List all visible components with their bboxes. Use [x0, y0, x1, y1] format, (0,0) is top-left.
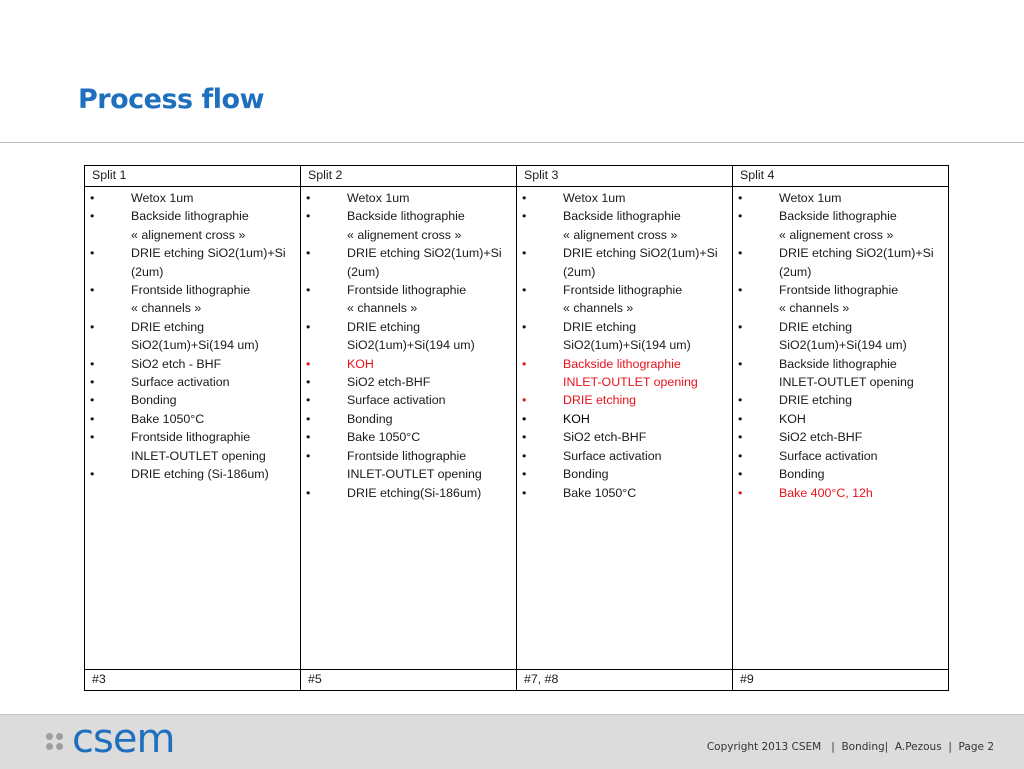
- process-step: [517, 465, 732, 483]
- bullet-icon: •: [738, 356, 743, 371]
- process-step-text: Wetox 1um: [779, 191, 842, 205]
- bullet-icon: •: [306, 319, 311, 334]
- table-footer-row: [85, 670, 949, 691]
- process-step-text: Bonding: [131, 393, 177, 408]
- bullet-icon: •: [522, 448, 527, 463]
- bullet-icon: •: [522, 356, 527, 371]
- bullet-icon: •: [306, 356, 311, 371]
- bullet-icon: •: [306, 209, 311, 224]
- process-step-text: Frontside lithographie INLET-OUTLET opening: [347, 448, 482, 482]
- process-step: [301, 373, 516, 391]
- process-step-text: Frontside lithographie « channels »: [779, 283, 899, 316]
- title-divider: [0, 142, 1024, 143]
- process-step-text: DRIE etching SiO2(1um)+Si(194 um): [347, 319, 475, 353]
- bullet-icon: •: [738, 319, 743, 334]
- bullet-icon: •: [90, 411, 95, 426]
- bullet-icon: •: [738, 411, 743, 426]
- process-step: [301, 189, 516, 207]
- process-step: [517, 410, 732, 428]
- process-step: [85, 391, 300, 409]
- process-step: [85, 373, 300, 391]
- process-step: [733, 447, 948, 465]
- bullet-icon: •: [90, 393, 95, 408]
- bullet-icon: •: [90, 283, 95, 298]
- process-step: [301, 447, 516, 484]
- header-cell-split-1: Split 1: [85, 166, 301, 187]
- process-step-text: DRIE etching(Si-186um): [347, 485, 482, 500]
- process-step-text: Frontside lithographie INLET-OUTLET opening: [131, 430, 266, 463]
- process-step-text: Bake 1050°C: [131, 411, 205, 426]
- bullet-icon: •: [90, 191, 95, 205]
- bullet-icon: •: [306, 485, 311, 500]
- process-step: [733, 207, 948, 244]
- process-step: [85, 244, 300, 281]
- process-step-text: Backside lithographie INLET-OUTLET opening: [779, 356, 914, 390]
- table-header-row: [85, 166, 949, 187]
- process-step: [85, 318, 300, 355]
- page-title: Process flow: [78, 84, 265, 115]
- process-step-text: DRIE etching SiO2(1um)+Si (2um): [131, 246, 286, 279]
- dots-grid-icon: [46, 733, 64, 751]
- bullet-icon: •: [522, 411, 527, 426]
- process-step: [733, 318, 948, 355]
- process-step-text: KOH: [347, 356, 374, 371]
- process-step-text: DRIE etching SiO2(1um)+Si (2um): [347, 246, 502, 279]
- header-cell-split-4: Split 4: [733, 166, 949, 187]
- bullet-icon: •: [90, 319, 95, 334]
- bullet-icon: •: [306, 448, 311, 463]
- bullet-icon: •: [522, 209, 527, 224]
- process-step: [517, 281, 732, 318]
- bullet-icon: •: [738, 191, 743, 205]
- process-step-text: DRIE etching SiO2(1um)+Si(194 um): [563, 319, 691, 353]
- process-step-text: Frontside lithographie « channels »: [563, 283, 683, 316]
- process-step-text: DRIE etching SiO2(1um)+Si (2um): [563, 246, 718, 279]
- process-step-text: DRIE etching (Si-186um): [131, 467, 269, 482]
- process-step: [301, 428, 516, 446]
- process-step-text: DRIE etching SiO2(1um)+Si(194 um): [131, 319, 259, 353]
- bullet-icon: •: [306, 411, 311, 426]
- process-step: [85, 428, 300, 465]
- process-step: [733, 189, 948, 207]
- process-step-text: SiO2 etch - BHF: [131, 356, 222, 371]
- bullet-icon: •: [90, 356, 95, 371]
- process-step-text: SiO2 etch-BHF: [563, 430, 647, 445]
- steps-cell: [517, 187, 733, 670]
- steps-cell: [301, 187, 517, 670]
- process-step-text: KOH: [563, 411, 590, 426]
- footer-cell-split-2: #5: [301, 670, 517, 691]
- process-step: [733, 244, 948, 281]
- process-step: [733, 428, 948, 446]
- header-cell-split-2: Split 2: [301, 166, 517, 187]
- process-step: [85, 355, 300, 373]
- process-step-text: DRIE etching SiO2(1um)+Si (2um): [779, 246, 934, 279]
- process-step: [733, 465, 948, 483]
- process-step-text: SiO2 etch-BHF: [779, 430, 863, 445]
- bullet-icon: •: [90, 467, 95, 482]
- process-step: [301, 410, 516, 428]
- process-step: [517, 447, 732, 465]
- bullet-icon: •: [738, 246, 743, 261]
- process-step-text: Bake 400°C, 12h: [779, 485, 873, 500]
- bullet-icon: •: [522, 430, 527, 445]
- process-step-text: Backside lithographie « alignement cross »: [131, 209, 249, 242]
- process-step: [517, 244, 732, 281]
- bullet-icon: •: [306, 191, 311, 205]
- process-flow-table: [84, 165, 949, 691]
- process-step: [517, 207, 732, 244]
- process-step-text: DRIE etching: [779, 393, 853, 408]
- bullet-icon: •: [522, 246, 527, 261]
- process-step: [301, 244, 516, 281]
- process-step-text: Bonding: [563, 467, 609, 482]
- process-step-text: Surface activation: [779, 448, 878, 463]
- process-step-text: DRIE etching SiO2(1um)+Si(194 um): [779, 319, 907, 353]
- bullet-icon: •: [738, 485, 743, 500]
- process-step-text: DRIE etching: [563, 393, 637, 408]
- process-step-text: Backside lithographie « alignement cross »: [779, 209, 897, 242]
- process-step-text: Bonding: [347, 411, 393, 426]
- footer-cell-split-1: #3: [85, 670, 301, 691]
- process-step: [301, 391, 516, 409]
- process-step: [517, 318, 732, 355]
- bullet-icon: •: [522, 485, 527, 500]
- bullet-icon: •: [90, 209, 95, 224]
- csem-logo: [46, 716, 206, 762]
- process-step-text: SiO2 etch-BHF: [347, 375, 431, 390]
- process-step: [301, 318, 516, 355]
- bullet-icon: •: [738, 448, 743, 463]
- process-step: [301, 355, 516, 373]
- process-step-text: Frontside lithographie « channels »: [131, 283, 251, 316]
- process-step: [517, 428, 732, 446]
- bullet-icon: •: [306, 375, 311, 390]
- bullet-icon: •: [738, 430, 743, 445]
- bullet-icon: •: [306, 430, 311, 445]
- process-step: [517, 391, 732, 409]
- process-step: [733, 484, 948, 502]
- bullet-icon: •: [522, 191, 527, 205]
- header-cell-split-3: Split 3: [517, 166, 733, 187]
- bullet-icon: •: [90, 430, 95, 445]
- process-step: [301, 484, 516, 502]
- process-step: [85, 207, 300, 244]
- bullet-icon: •: [306, 283, 311, 298]
- process-step-text: Surface activation: [131, 375, 230, 390]
- bullet-icon: •: [90, 375, 95, 390]
- footer-cell-split-3: #7, #8: [517, 670, 733, 691]
- process-step: [85, 410, 300, 428]
- process-step-text: Bonding: [779, 467, 825, 482]
- process-step-text: KOH: [779, 411, 806, 426]
- bullet-icon: •: [522, 283, 527, 298]
- process-step: [517, 484, 732, 502]
- steps-cell: [733, 187, 949, 670]
- table-body-row: [85, 187, 949, 670]
- footer-copyright: Copyright 2013 CSEM | Bonding| A.Pezous | Page 2: [706, 741, 994, 753]
- process-step-text: Wetox 1um: [347, 191, 410, 205]
- process-step: [733, 391, 948, 409]
- process-step-text: Wetox 1um: [563, 191, 626, 205]
- process-step: [733, 355, 948, 392]
- bullet-icon: •: [738, 209, 743, 224]
- process-step: [517, 355, 732, 392]
- bullet-icon: •: [738, 393, 743, 408]
- process-step-text: Bake 1050°C: [347, 430, 421, 445]
- process-step-text: Backside lithographie « alignement cross »: [347, 209, 465, 242]
- process-step: [301, 281, 516, 318]
- process-step-text: Surface activation: [563, 448, 662, 463]
- process-step: [517, 189, 732, 207]
- process-step: [301, 207, 516, 244]
- process-step-text: Surface activation: [347, 393, 446, 408]
- process-step: [733, 281, 948, 318]
- bullet-icon: •: [90, 246, 95, 261]
- process-step-text: Frontside lithographie « channels »: [347, 283, 467, 316]
- logo-wordmark: csem: [72, 716, 175, 762]
- bullet-icon: •: [738, 283, 743, 298]
- process-step-text: Backside lithographie « alignement cross »: [563, 209, 681, 242]
- bullet-icon: •: [522, 467, 527, 482]
- process-step: [85, 281, 300, 318]
- bullet-icon: •: [306, 246, 311, 261]
- process-step-text: Bake 1050°C: [563, 485, 637, 500]
- bullet-icon: •: [522, 319, 527, 334]
- bullet-icon: •: [738, 467, 743, 482]
- bullet-icon: •: [522, 393, 527, 408]
- footer-cell-split-4: #9: [733, 670, 949, 691]
- process-step: [85, 189, 300, 207]
- bullet-icon: •: [306, 393, 311, 408]
- steps-cell: [85, 187, 301, 670]
- process-step: [85, 465, 300, 483]
- process-step: [733, 410, 948, 428]
- process-step-text: Backside lithographie INLET-OUTLET opening: [563, 356, 698, 390]
- process-step-text: Wetox 1um: [131, 191, 194, 205]
